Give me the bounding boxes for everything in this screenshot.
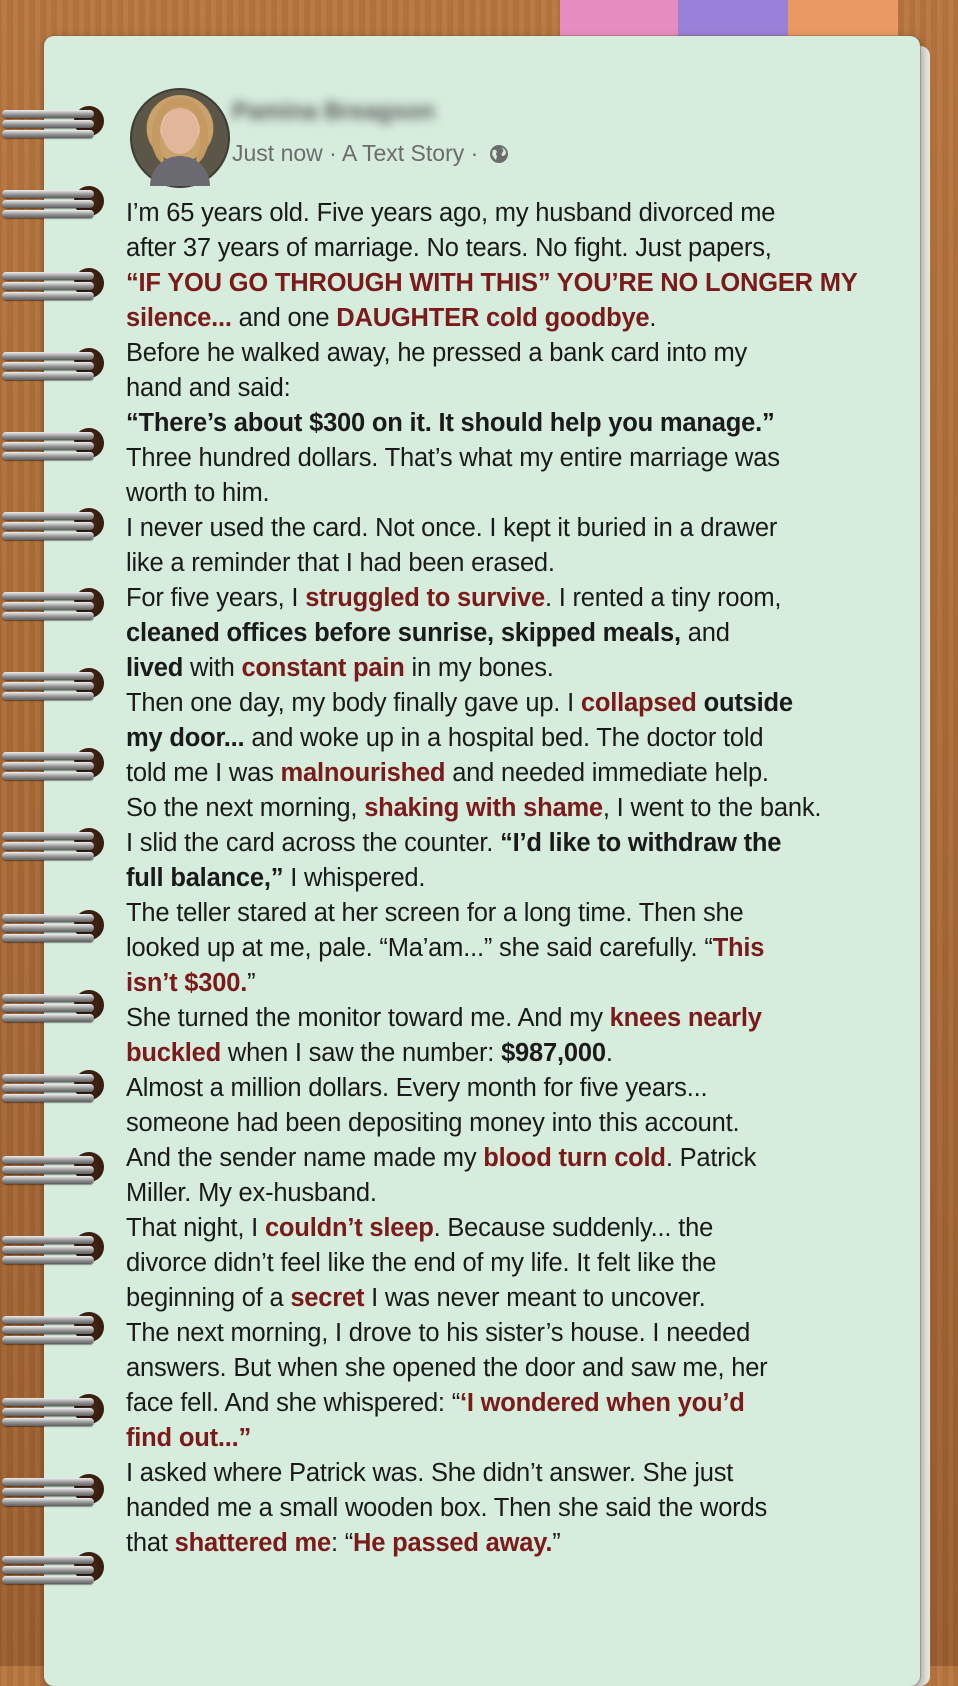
story-line: buckled when I saw the number: $987,000. <box>126 1039 613 1067</box>
story-text <box>126 196 866 1561</box>
post-meta-text: Just now · A Text Story · <box>232 140 479 166</box>
story-line: looked up at me, pale. “Ma’am...” she said carefully. “This <box>126 934 765 962</box>
story-line: beginning of a secret I was never meant to uncover. <box>126 1284 706 1312</box>
story-line: So the next morning, shaking with shame, I went to the bank. <box>126 794 822 822</box>
spiral-ring <box>0 342 110 386</box>
spiral-ring <box>0 1226 110 1270</box>
spiral-ring <box>0 904 110 948</box>
spiral-ring <box>0 100 110 144</box>
story-line: Miller. My ex-husband. <box>126 1179 377 1207</box>
spiral-ring <box>0 1146 110 1190</box>
story-line: silence... and one DAUGHTER cold goodbye. <box>126 304 657 332</box>
story-line: divorce didn’t feel like the end of my life. It felt like the <box>126 1249 717 1277</box>
story-line: lived with constant pain in my bones. <box>126 654 554 682</box>
spiral-ring <box>0 582 110 626</box>
story-line: I asked where Patrick was. She didn’t answer. She just <box>126 1459 734 1487</box>
spiral-ring <box>0 422 110 466</box>
spiral-ring <box>0 1468 110 1512</box>
story-line: cleaned offices before sunrise, skipped meals, and <box>126 619 730 647</box>
story-line: “There’s about $300 on it. It should help you manage.” <box>126 409 775 437</box>
spiral-ring <box>0 502 110 546</box>
post-meta <box>232 140 509 167</box>
story-line: “IF YOU GO THROUGH WITH THIS” YOU’RE NO LONGER MY <box>126 269 858 297</box>
story-line: That night, I couldn’t sleep. Because suddenly... the <box>126 1214 714 1242</box>
avatar[interactable] <box>130 88 230 188</box>
story-line: someone had been depositing money into this account. <box>126 1109 740 1137</box>
story-line: The next morning, I drove to his sister’s house. I needed <box>126 1319 751 1347</box>
story-line: like a reminder that I had been erased. <box>126 549 555 577</box>
spiral-ring <box>0 984 110 1028</box>
story-line: full balance,” I whispered. <box>126 864 426 892</box>
story-line: Three hundred dollars. That’s what my entire marriage was <box>126 444 780 472</box>
story-line: For five years, I struggled to survive. I rented a tiny room, <box>126 584 782 612</box>
spiral-ring <box>0 742 110 786</box>
spiral-ring <box>0 1306 110 1350</box>
story-line: I slid the card across the counter. “I’d like to withdraw the <box>126 829 782 857</box>
story-line: I never used the card. Not once. I kept it buried in a drawer <box>126 514 778 542</box>
story-line: Then one day, my body finally gave up. I collapsed outside <box>126 689 793 717</box>
story-line: worth to him. <box>126 479 270 507</box>
story-line: She turned the monitor toward me. And my knees nearly <box>126 1004 762 1032</box>
author-name[interactable]: Pamina Breagson <box>232 98 435 125</box>
story-line: answers. But when she opened the door and saw me, her <box>126 1354 768 1382</box>
story-line: hand and said: <box>126 374 291 402</box>
story-line: I’m 65 years old. Five years ago, my husband divorced me <box>126 199 776 227</box>
spiral-ring <box>0 1388 110 1432</box>
story-line: The teller stared at her screen for a long time. Then she <box>126 899 744 927</box>
spiral-ring <box>0 180 110 224</box>
story-line: handed me a small wooden box. Then she said the words <box>126 1494 767 1522</box>
spiral-ring <box>0 1546 110 1590</box>
story-line: And the sender name made my blood turn cold. Patrick <box>126 1144 757 1172</box>
spiral-ring <box>0 822 110 866</box>
story-line: Almost a million dollars. Every month for five years... <box>126 1074 708 1102</box>
story-line: Before he walked away, he pressed a bank card into my <box>126 339 748 367</box>
story-line: my door... and woke up in a hospital bed. The doctor told <box>126 724 764 752</box>
story-line: isn’t $300.” <box>126 969 256 997</box>
spiral-ring <box>0 1064 110 1108</box>
story-line: face fell. And she whispered: “‘I wondered when you’d <box>126 1389 745 1417</box>
globe-icon <box>489 144 509 164</box>
story-line: after 37 years of marriage. No tears. No fight. Just papers, <box>126 234 772 262</box>
spiral-ring <box>0 262 110 306</box>
spiral-ring <box>0 662 110 706</box>
story-line: that shattered me: “He passed away.” <box>126 1529 561 1557</box>
story-line: find out...” <box>126 1424 252 1452</box>
story-line: told me I was malnourished and needed immediate help. <box>126 759 769 787</box>
